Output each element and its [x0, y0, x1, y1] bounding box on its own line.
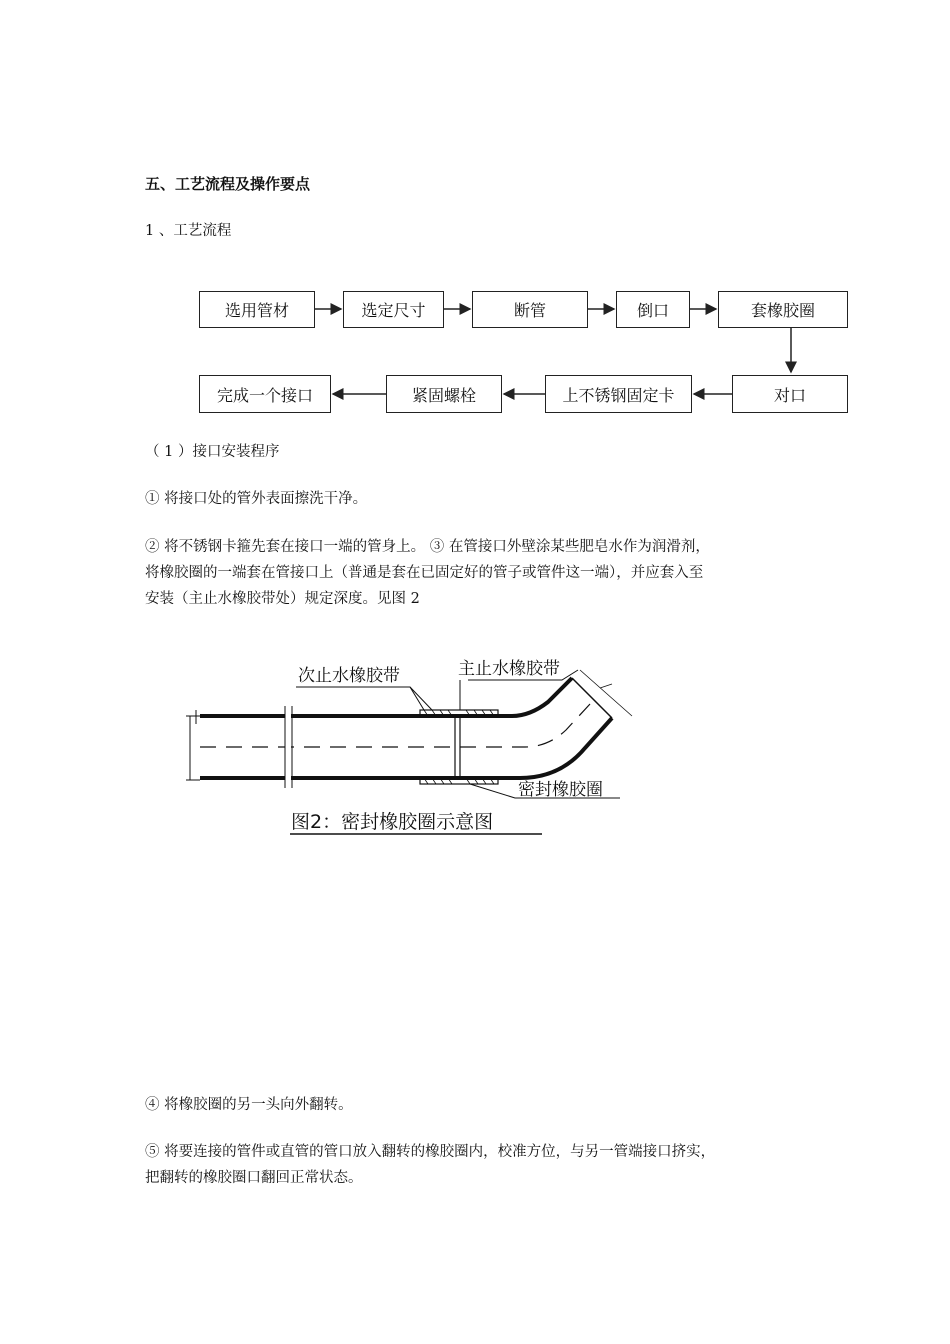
step-1: ① 将接口处的管外表面擦洗干净。	[145, 491, 368, 507]
label-main-waterstop: 主止水橡胶带	[458, 659, 560, 679]
flow-step-cut-pipe: 断管	[472, 291, 588, 328]
step-5-line-2: 把翻转的橡胶圈口翻回正常状态。	[145, 1170, 363, 1186]
step-5-line-1: ⑤ 将要连接的管件或直管的管口放入翻转的橡胶圈内，校准方位，与另一管端接口挤实，	[145, 1144, 716, 1160]
figure-caption: 图2：密封橡胶圈示意图	[291, 811, 494, 833]
label-secondary-waterstop: 次止水橡胶带	[298, 666, 400, 686]
flow-step-install-clamp: 上不锈钢固定卡	[545, 375, 692, 413]
section-title: 五、工艺流程及操作要点	[145, 175, 311, 193]
figure-seal-ring-diagram	[0, 640, 950, 850]
step-2-line-1: ② 将不锈钢卡箍先套在接口一端的管身上。 ③ 在管接口外壁涂某些肥皂水作为润滑剂，	[145, 539, 710, 555]
flow-step-select-pipe: 选用管材	[199, 291, 315, 328]
procedure-title: （ 1 ）接口安装程序	[145, 444, 280, 460]
flow-step-complete-joint: 完成一个接口	[199, 375, 331, 413]
label-seal-ring: 密封橡胶圈	[518, 780, 603, 800]
flow-step-align: 对口	[732, 375, 848, 413]
flow-step-tighten-bolts: 紧固螺栓	[386, 375, 502, 413]
flow-step-select-size: 选定尺寸	[343, 291, 444, 328]
step-2-line-2: 将橡胶圈的一端套在管接口上（普通是套在已固定好的管子或管件这一端），并应套入至	[145, 565, 704, 581]
subsection-title: 1 、工艺流程	[145, 223, 232, 239]
step-2-line-3: 安装（主止水橡胶带处）规定深度。见图 2	[145, 591, 420, 607]
flowchart-arrows	[0, 0, 950, 440]
flow-step-fit-rubber-ring: 套橡胶圈	[718, 291, 848, 328]
step-4: ④ 将橡胶圈的另一头向外翻转。	[145, 1097, 353, 1113]
flow-step-chamfer: 倒口	[616, 291, 690, 328]
